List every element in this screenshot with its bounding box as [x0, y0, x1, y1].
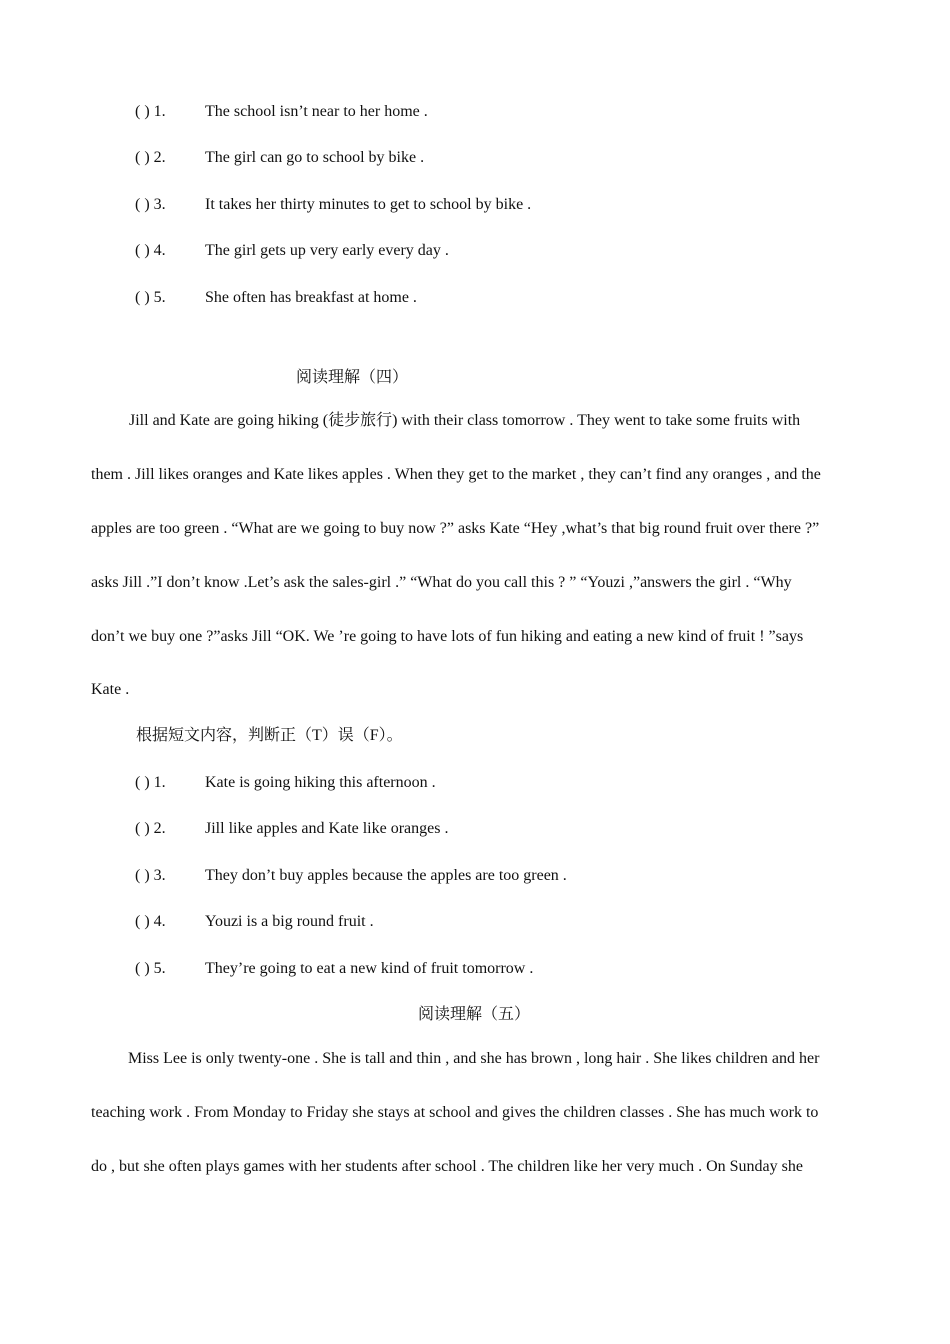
question-text: Youzi is a big round fruit . — [205, 913, 374, 930]
instruction-text: 根据短文内容，判断正（T）误（F）。 — [136, 727, 403, 744]
question-row — [135, 101, 428, 123]
question-text: The girl can go to school by bike . — [205, 149, 425, 166]
section-title: 阅读理解（五） — [418, 1006, 531, 1023]
passage-line: Jill and Kate are going hiking (徒步旅行) with their class tomorrow . They went to take some fruits with — [129, 412, 801, 429]
passage-line: don’t we buy one ?”asks Jill “OK. We ’re going to have lots of fun hiking and eating a new kind of fruit ! ”says — [91, 628, 804, 645]
passage-line: teaching work . From Monday to Friday she stays at school and gives the children classes . She has much work to — [91, 1104, 819, 1121]
question-text: Kate is going hiking this afternoon . — [205, 774, 436, 791]
passage-line: do , but she often plays games with her students after school . The children like her very much . On Sunday she — [91, 1158, 803, 1175]
passage-line: Miss Lee is only twenty-one . She is tall and thin , and she has brown , long hair . She likes children and her — [128, 1050, 820, 1067]
question-number: ( ) 2. — [135, 149, 166, 166]
question-text: They don’t buy apples because the apples are too green . — [205, 867, 567, 884]
question-row — [135, 194, 531, 216]
question-text: She often has breakfast at home . — [205, 289, 417, 306]
question-number: ( ) 5. — [135, 289, 166, 306]
question-number: ( ) 1. — [135, 774, 166, 791]
question-text: It takes her thirty minutes to get to school by bike . — [205, 196, 532, 213]
question-text: The girl gets up very early every day . — [205, 242, 449, 259]
question-row — [135, 865, 567, 887]
question-number: ( ) 1. — [135, 103, 166, 120]
question-number: ( ) 2. — [135, 820, 166, 837]
passage-line: Kate . — [91, 681, 130, 698]
passage-line: them . Jill likes oranges and Kate likes apples . When they get to the market , they can’t find any oranges , and the — [91, 466, 821, 483]
section-title: 阅读理解（四） — [296, 369, 409, 386]
passage-line: apples are too green . “What are we going to buy now ?” asks Kate “Hey ,what’s that big round fruit over there ?” — [91, 520, 820, 537]
question-row — [135, 818, 448, 840]
question-number: ( ) 4. — [135, 242, 166, 259]
question-number: ( ) 3. — [135, 867, 166, 884]
question-number: ( ) 5. — [135, 960, 166, 977]
question-row — [135, 287, 417, 309]
question-text: The school isn’t near to her home . — [205, 103, 428, 120]
question-number: ( ) 4. — [135, 913, 166, 930]
question-text: Jill like apples and Kate like oranges . — [205, 820, 449, 837]
question-row — [135, 147, 424, 169]
question-row — [135, 958, 533, 980]
question-row — [135, 240, 449, 262]
question-text: They’re going to eat a new kind of fruit tomorrow . — [205, 960, 534, 977]
passage-line: asks Jill .”I don’t know .Let’s ask the sales-girl .” “What do you call this ? ” “Youzi ,”answers the girl . “Why — [91, 574, 792, 591]
question-number: ( ) 3. — [135, 196, 166, 213]
question-row — [135, 911, 374, 933]
question-row — [135, 772, 436, 794]
